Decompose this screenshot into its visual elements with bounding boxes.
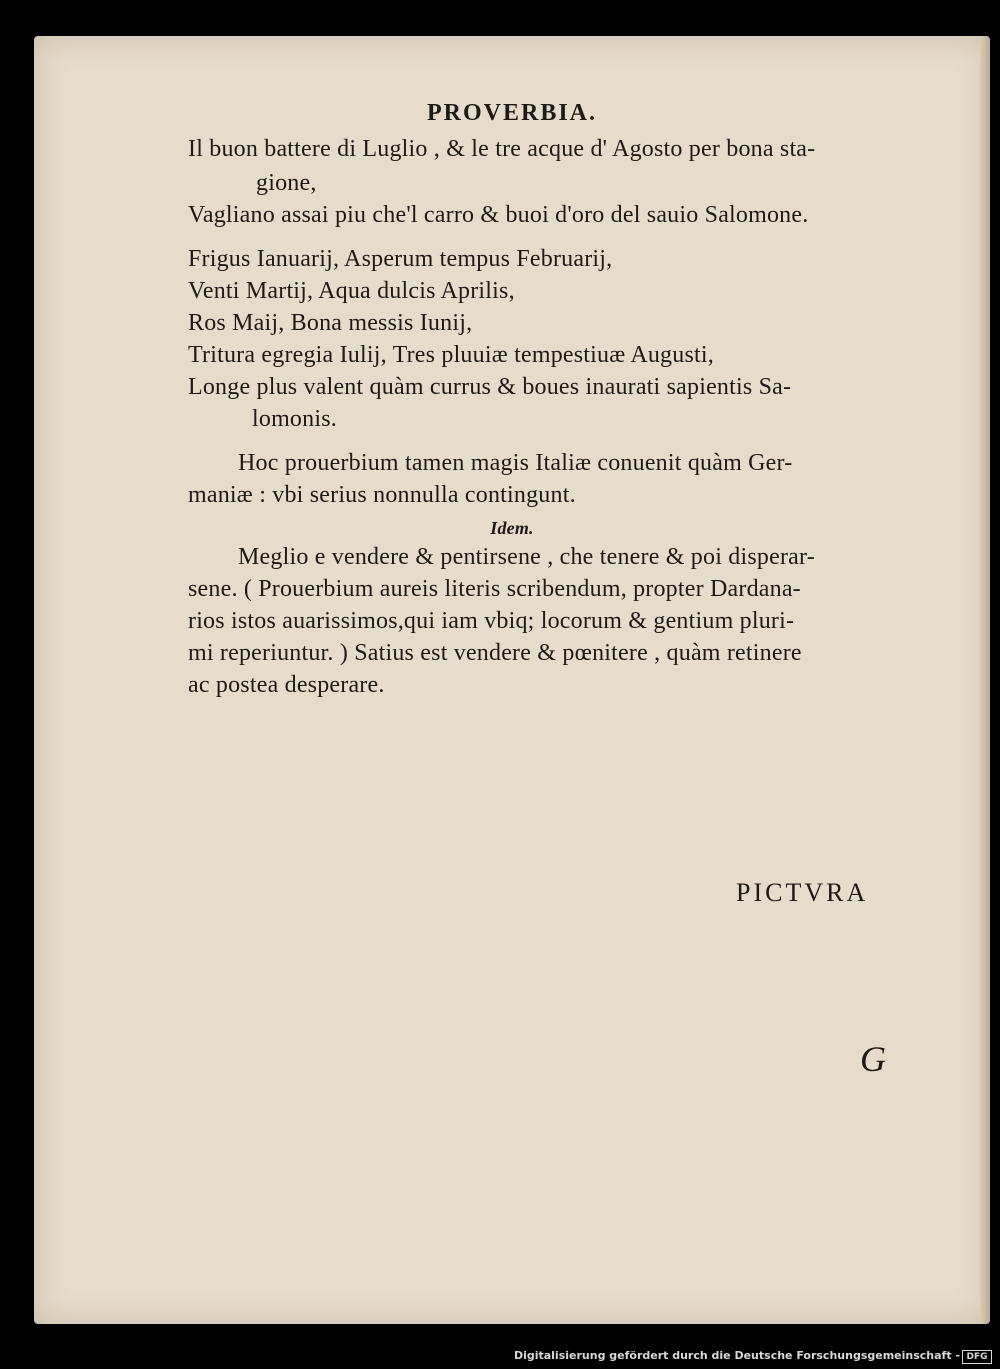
text-line: Frigus Ianuarij, Asperum tempus Februarij, [188,246,613,272]
text-line: lomonis. [252,406,337,432]
footer-credit: Digitalisierung gefördert durch die Deutsche Forschungsgemeinschaft - [513,1349,960,1362]
book-page [34,36,990,1324]
text-line: Venti Martij, Aqua dulcis Aprilis, [188,278,515,304]
text-line: Tritura egregia Iulij, Tres pluuiæ tempestiuæ Augusti, [188,342,714,368]
dfg-logo: DFG [962,1350,992,1364]
text-line: Longe plus valent quàm currus & boues inaurati sapientis Sa- [188,374,792,400]
text-line: Il buon battere di Luglio , & le tre acque d' Agosto per bona sta- [188,136,816,162]
section-heading: Idem. [490,518,534,538]
text-line: maniæ : vbi serius nonnulla contingunt. [188,482,576,508]
text-line: Vagliano assai piu che'l carro & buoi d'oro del sauio Salomone. [188,202,809,228]
signature-mark: G [860,1039,886,1079]
running-head: PROVERBIA. [426,100,597,126]
text-line: Hoc prouerbium tamen magis Italiæ conuenit quàm Ger- [238,450,793,476]
text-line: gione, [256,170,317,196]
text-line: ac postea desperare. [188,672,385,698]
text-line: sene. ( Prouerbium aureis literis scribendum, propter Dardana- [188,576,801,602]
text-line: mi reperiuntur. ) Satius est vendere & pœnitere , quàm retinere [188,640,802,666]
digitization-footer [0,1345,1000,1369]
page-edge [980,36,990,1324]
text-line: rios istos auarissimos,qui iam vbiq; locorum & gentium pluri- [188,608,795,634]
text-line: Meglio e vendere & pentirsene , che tenere & poi disperar- [238,544,815,570]
text-line: Ros Maij, Bona messis Iunij, [188,310,473,336]
catchword: PICTVRA [736,878,869,907]
